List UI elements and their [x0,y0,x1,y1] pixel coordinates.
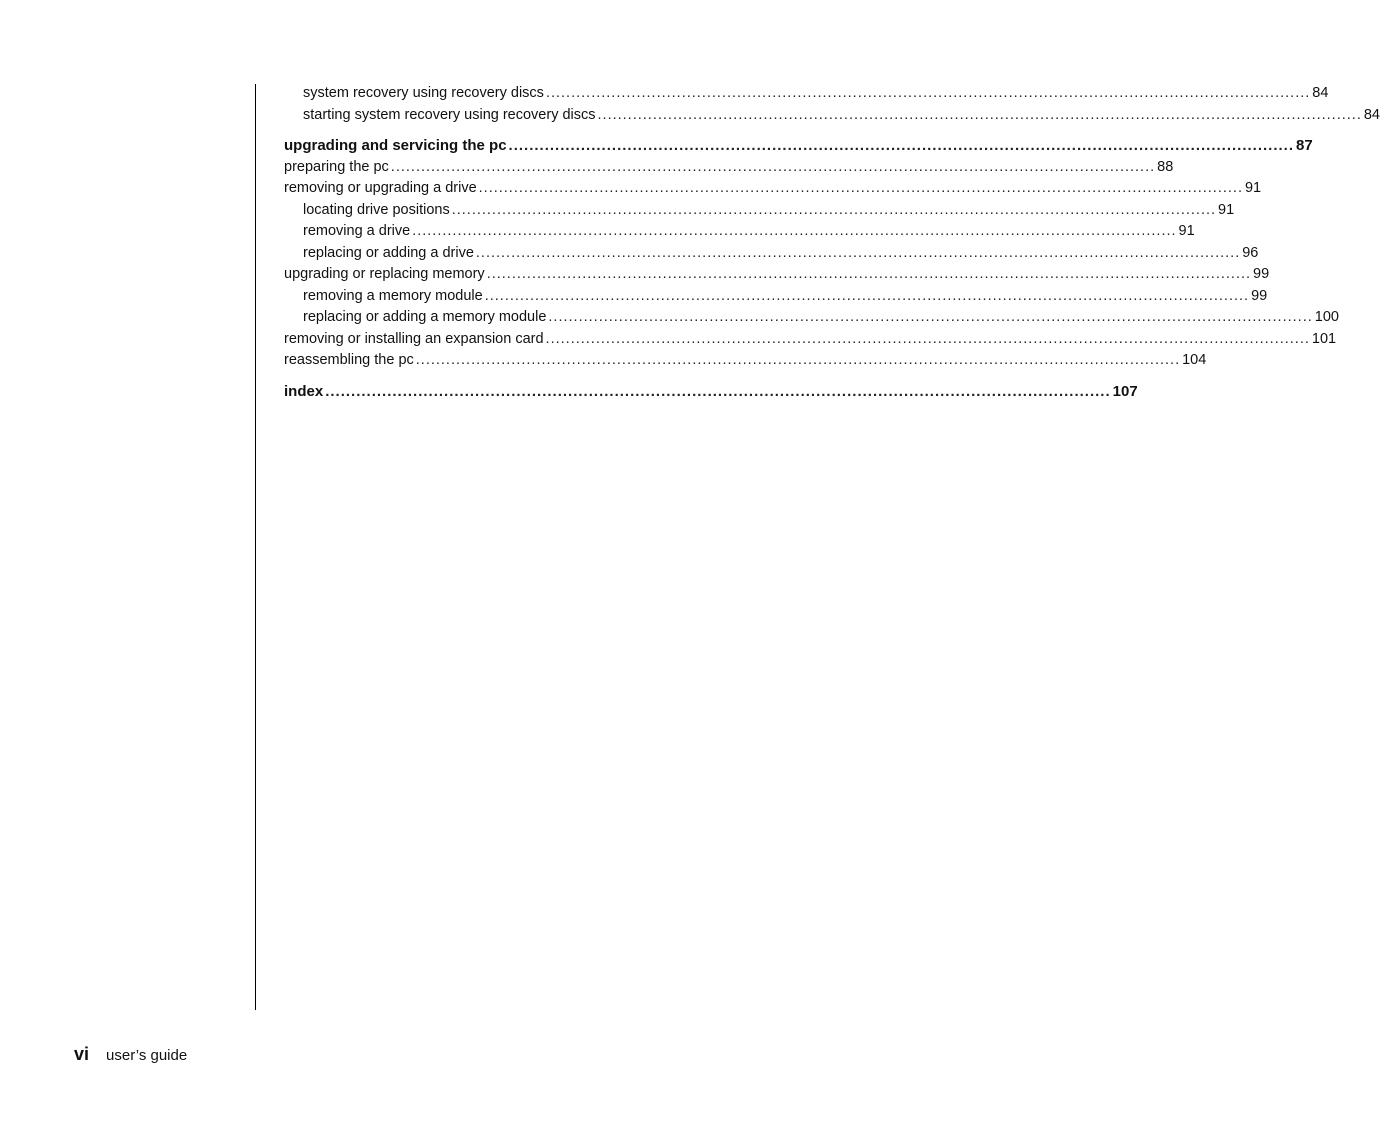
toc-entry-title: upgrading and servicing the pc [284,137,507,154]
toc-entry[interactable] [284,178,1262,200]
toc-entry[interactable] [284,157,1174,179]
dot-leader: ........................................................................................................................................................ [325,382,1111,400]
toc-entry-page: 91 [1178,223,1195,239]
toc-entry-title: replacing or adding a drive [303,244,474,261]
toc-entry-title: system recovery using recovery discs [303,85,544,101]
toc-entry-page: 91 [1218,201,1235,218]
dot-leader: ........................................................................................................................................................ [508,137,1295,154]
toc-entry-page: 99 [1251,287,1268,304]
toc-entry-page: 100 [1314,309,1339,325]
toc-entry-page: 87 [1296,137,1313,154]
toc-entry[interactable] [284,200,1235,222]
toc-entry[interactable] [284,307,1339,329]
dot-leader: ........................................................................................................................................................ [484,287,1250,304]
toc-entry-page: 99 [1253,266,1270,282]
toc-chapter-entry[interactable] [284,381,1138,403]
toc-entry-page: 91 [1244,180,1262,196]
toc-entry-page: 96 [1242,244,1259,261]
table-of-contents [284,83,1380,402]
toc-entry-page: 104 [1182,352,1207,368]
dot-leader: ........................................................................................................................................................ [412,223,1177,239]
toc-entry[interactable] [284,286,1268,308]
toc-entry[interactable] [284,329,1337,351]
dot-leader: ........................................................................................................................................................ [478,180,1243,196]
toc-entry-title: removing a memory module [303,287,483,304]
page-footer [74,1044,187,1065]
toc-entry-page: 84 [1363,106,1380,123]
toc-entry-title: locating drive positions [303,201,450,218]
dot-leader: ........................................................................................................................................................ [545,330,1310,347]
toc-entry-title: reassembling the pc [284,352,414,368]
toc-entry[interactable] [284,350,1207,372]
margin-rule [255,84,256,1010]
toc-entry-title: removing a drive [303,223,411,239]
dot-leader: ........................................................................................................................................................ [486,266,1252,282]
toc-entry[interactable] [284,243,1259,265]
toc-entry-page: 107 [1112,382,1138,400]
toc-entry-title: preparing the pc [284,158,389,175]
dot-leader: ........................................................................................................................................................ [548,309,1313,325]
toc-entry-page: 101 [1311,330,1337,347]
toc-entry-title: replacing or adding a memory module [303,309,547,325]
dot-leader: ........................................................................................................................................................ [415,352,1181,368]
toc-entry[interactable] [284,105,1380,127]
toc-entry-title: removing or installing an expansion card [284,330,544,347]
dot-leader: ........................................................................................................................................................ [390,158,1156,175]
toc-entry-title: upgrading or replacing memory [284,266,485,282]
dot-leader: ........................................................................................................................................................ [545,85,1311,101]
toc-entry-title: starting system recovery using recovery discs [303,106,596,123]
toc-entry[interactable] [284,221,1195,243]
toc-chapter-entry[interactable] [284,135,1313,157]
toc-entry[interactable] [284,264,1270,286]
dot-leader: ........................................................................................................................................................ [451,201,1217,218]
toc-entry[interactable] [284,83,1329,105]
page-number: vi [74,1044,90,1064]
toc-entry-title: removing or upgrading a drive [284,180,477,196]
toc-entry-title: index [284,382,324,400]
footer-label: user’s guide [106,1047,188,1064]
dot-leader: ........................................................................................................................................................ [475,244,1241,261]
toc-entry-page: 88 [1157,158,1174,175]
dot-leader: ........................................................................................................................................................ [597,106,1362,123]
toc-entry-page: 84 [1312,85,1329,101]
